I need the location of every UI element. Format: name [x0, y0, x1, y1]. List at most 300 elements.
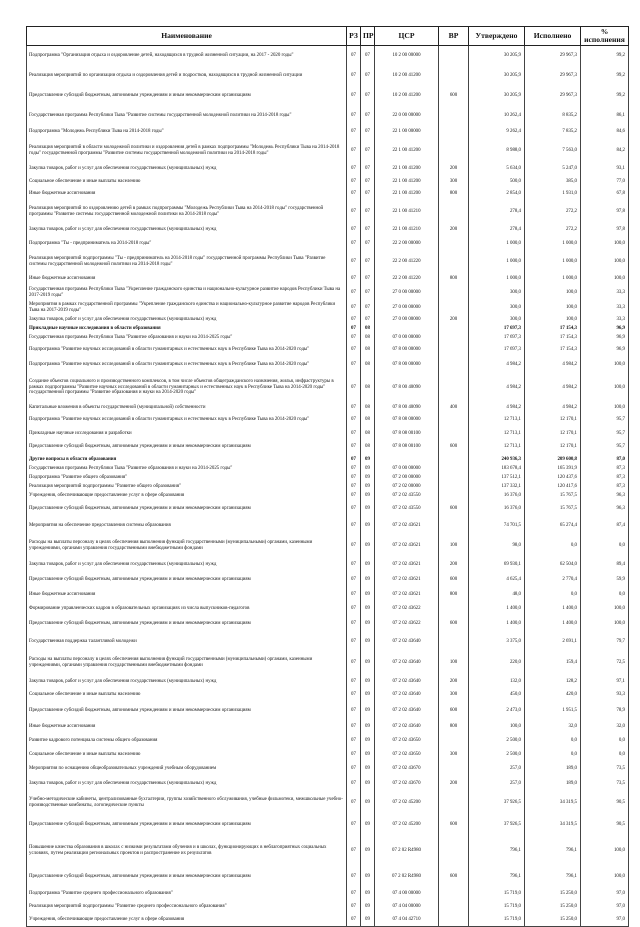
row-name-cell: Капитальные вложения в объекты государственной (муниципальной) собственности [27, 403, 347, 413]
row-pr-cell: 09 [361, 762, 375, 777]
row-vr-cell [439, 492, 469, 501]
row-pr-cell: 09 [361, 702, 375, 720]
row-pr-cell: 08 [361, 440, 375, 455]
row-executed-cell: 29 967,3 [525, 66, 581, 86]
row-rz-cell: 07 [347, 492, 361, 501]
row-pr-cell: 08 [361, 413, 375, 428]
table-row [27, 535, 629, 558]
row-name-cell: Реализация мероприятий по оздоровлению детей в рамках подпрограммы "Молодежь Республики Тыва на 2014-2018 годы" государственной программы "Развитие системы государственной молодежной политики на 2014-2018 годы" [27, 200, 347, 224]
row-executed-cell: 29 967,3 [525, 86, 581, 106]
row-pr-cell: 09 [361, 455, 375, 465]
row-pr-cell: 07 [361, 86, 375, 106]
row-name-cell: Иные бюджетные ассигнования [27, 273, 347, 286]
row-csr-cell: 07 2 02 43650 [375, 748, 439, 762]
row-approved-cell: 16 376,0 [469, 501, 525, 517]
row-percent-cell: 87,3 [581, 474, 629, 483]
row-percent-cell: 100,0 [581, 251, 629, 273]
row-csr-cell: 10 2 00 41200 [375, 66, 439, 86]
row-rz-cell: 07 [347, 836, 361, 866]
table-row [27, 273, 629, 286]
row-percent-cell: 0,0 [581, 535, 629, 558]
row-approved-cell: 100,0 [469, 720, 525, 735]
table-row [27, 777, 629, 791]
row-name-cell: Реализация мероприятий подпрограммы "Развитие среднего профессионального образования" [27, 901, 347, 914]
row-executed-cell: 15 250,0 [525, 901, 581, 914]
row-approved-cell: 183 678,4 [469, 465, 525, 474]
row-vr-cell [439, 762, 469, 777]
row-name-cell: Учреждения, обеспечивающие предоставление услуг в сфере образования [27, 914, 347, 927]
row-approved-cell: 300,0 [469, 301, 525, 316]
row-vr-cell [439, 334, 469, 343]
row-csr-cell: 22 2 00 00000 [375, 237, 439, 251]
table-row [27, 176, 629, 188]
row-executed-cell: 4 984,2 [525, 403, 581, 413]
row-csr-cell: 07 2 02 43621 [375, 558, 439, 572]
row-pr-cell: 07 [361, 163, 375, 176]
row-vr-cell [439, 301, 469, 316]
row-vr-cell [439, 602, 469, 616]
row-executed-cell: 272,2 [525, 200, 581, 224]
table-row [27, 66, 629, 86]
row-pr-cell: 08 [361, 343, 375, 358]
row-name-cell: Подпрограмма "Развитие научных исследований в области гуманитарных и естественных наук в Республике Тыва на 2014-2020 годы" [27, 413, 347, 428]
row-csr-cell: 07 8 00 40090 [375, 403, 439, 413]
row-pr-cell: 07 [361, 224, 375, 237]
row-rz-cell: 07 [347, 517, 361, 535]
row-vr-cell: 600 [439, 440, 469, 455]
row-vr-cell [439, 286, 469, 301]
row-rz-cell: 07 [347, 455, 361, 465]
row-vr-cell: 600 [439, 572, 469, 588]
row-percent-cell: 95,7 [581, 413, 629, 428]
row-vr-cell [439, 251, 469, 273]
row-name-cell: Создание объектов социального и производственного комплексов, в том числе объектов общегражданского назначения, жилья, инфраструктуры в рамках подпрограммы "Развитие научных исследований в области гуманитарных и естественных наук в Республике Тыва на 2014-2020 годы" государственной программы "Развитие образования и науки на 2014-2020 годы" [27, 373, 347, 403]
row-percent-cell: 0,0 [581, 748, 629, 762]
row-approved-cell: 17 697,3 [469, 325, 525, 334]
row-rz-cell: 07 [347, 465, 361, 474]
row-pr-cell: 08 [361, 334, 375, 343]
row-approved-cell: 16 376,0 [469, 492, 525, 501]
row-approved-cell: 300,0 [469, 316, 525, 325]
row-executed-cell: 29 967,3 [525, 46, 581, 66]
row-name-cell: Закупка товаров, работ и услуг для обеспечения государственных (муниципальных) нужд [27, 163, 347, 176]
table-row [27, 200, 629, 224]
row-percent-cell: 87,3 [581, 465, 629, 474]
row-pr-cell: 07 [361, 106, 375, 126]
row-name-cell: Подпрограмма "Развитие научных исследований в области гуманитарных и естественных наук в Республике Тыва на 2014-2020 годы" [27, 358, 347, 373]
row-approved-cell: 15 719,0 [469, 888, 525, 901]
row-pr-cell: 08 [361, 428, 375, 440]
table-row [27, 188, 629, 200]
row-approved-cell: 1 400,0 [469, 616, 525, 633]
row-rz-cell: 07 [347, 200, 361, 224]
row-percent-cell: 100,0 [581, 373, 629, 403]
row-name-cell: Подпрограмма "Развитие общего образования" [27, 474, 347, 483]
row-rz-cell: 07 [347, 501, 361, 517]
row-vr-cell [439, 373, 469, 403]
row-name-cell: Повышение качества образования в школах с низкими результатами обучения и в школах, функционирующих в неблагоприятных социальных условиях, путем реализации региональных проектов и распространение их результатов [27, 836, 347, 866]
table-row [27, 791, 629, 815]
row-pr-cell: 09 [361, 791, 375, 815]
row-percent-cell: 96,9 [581, 334, 629, 343]
row-vr-cell: 300 [439, 689, 469, 702]
row-percent-cell: 86,1 [581, 106, 629, 126]
row-csr-cell: 07 2 02 43550 [375, 501, 439, 517]
row-rz-cell: 07 [347, 66, 361, 86]
row-csr-cell: 07 4 00 00000 [375, 888, 439, 901]
row-pr-cell: 09 [361, 675, 375, 689]
row-rz-cell: 07 [347, 440, 361, 455]
row-percent-cell: 73,5 [581, 777, 629, 791]
row-pr-cell: 09 [361, 572, 375, 588]
table-row [27, 373, 629, 403]
row-percent-cell: 33,3 [581, 286, 629, 301]
row-rz-cell: 07 [347, 251, 361, 273]
row-executed-cell: 0,0 [525, 588, 581, 602]
row-rz-cell: 07 [347, 815, 361, 836]
row-rz-cell: 07 [347, 558, 361, 572]
row-percent-cell: 100,0 [581, 616, 629, 633]
header-vr: ВР [439, 27, 469, 46]
row-rz-cell: 07 [347, 791, 361, 815]
row-csr-cell: 22 1 00 41200 [375, 163, 439, 176]
row-percent-cell: 100,0 [581, 866, 629, 888]
row-rz-cell: 07 [347, 901, 361, 914]
row-rz-cell: 07 [347, 106, 361, 126]
row-pr-cell: 07 [361, 316, 375, 325]
table-row [27, 86, 629, 106]
table-row [27, 588, 629, 602]
row-pr-cell: 09 [361, 748, 375, 762]
budget-execution-sheet [26, 26, 628, 927]
row-vr-cell [439, 791, 469, 815]
row-percent-cell: 0,0 [581, 735, 629, 748]
row-csr-cell: 22 1 00 41200 [375, 139, 439, 163]
row-vr-cell [439, 200, 469, 224]
row-csr-cell: 07 2 02 43640 [375, 689, 439, 702]
row-csr-cell: 07 8 08 00000 [375, 413, 439, 428]
row-vr-cell [439, 888, 469, 901]
row-executed-cell: 0,0 [525, 735, 581, 748]
row-percent-cell: 97,0 [581, 901, 629, 914]
table-row [27, 286, 629, 301]
row-csr-cell: 07 2 02 43640 [375, 651, 439, 675]
row-executed-cell: 17 154,3 [525, 325, 581, 334]
table-row [27, 702, 629, 720]
header-name: Наименование [27, 27, 347, 46]
table-row [27, 558, 629, 572]
row-executed-cell: 165 391,9 [525, 465, 581, 474]
row-rz-cell: 07 [347, 651, 361, 675]
row-percent-cell: 59,9 [581, 572, 629, 588]
row-vr-cell [439, 914, 469, 927]
row-csr-cell: 07 2 02 43621 [375, 572, 439, 588]
row-percent-cell: 79,7 [581, 633, 629, 651]
row-name-cell: Учебно-методические кабинеты, централизованные бухгалтерии, группы хозяйственного обслуживания, учебные фильмотеки, межшкольные учебно-производственные комбинаты, логопедические пункты [27, 791, 347, 815]
row-csr-cell: 07 8 00 00000 [375, 343, 439, 358]
row-percent-cell: 96,3 [581, 492, 629, 501]
row-approved-cell: 1 400,0 [469, 602, 525, 616]
row-approved-cell: 15 719,0 [469, 901, 525, 914]
header-csr: ЦСР [375, 27, 439, 46]
row-percent-cell: 67,8 [581, 188, 629, 200]
row-vr-cell: 200 [439, 163, 469, 176]
row-name-cell: Мероприятия по оснащению общеобразовательных учреждений учебным оборудованием [27, 762, 347, 777]
row-vr-cell [439, 474, 469, 483]
table-row [27, 572, 629, 588]
row-name-cell: Подпрограмма "Молодежь Республики Тыва на 2014-2018 годы" [27, 126, 347, 139]
row-executed-cell: 34 319,5 [525, 815, 581, 836]
row-vr-cell: 200 [439, 224, 469, 237]
row-csr-cell: 07 2 02 43622 [375, 602, 439, 616]
row-csr-cell: 07 2 02 43670 [375, 777, 439, 791]
row-csr-cell: 07 2 02 43622 [375, 616, 439, 633]
row-pr-cell: 09 [361, 588, 375, 602]
row-percent-cell: 95,7 [581, 428, 629, 440]
table-row [27, 689, 629, 702]
row-percent-cell: 33,3 [581, 301, 629, 316]
row-csr-cell: 07 8 00 40090 [375, 373, 439, 403]
row-percent-cell: 33,3 [581, 316, 629, 325]
row-approved-cell: 3 375,0 [469, 633, 525, 651]
row-pr-cell: 09 [361, 602, 375, 616]
row-pr-cell: 09 [361, 888, 375, 901]
row-approved-cell: 98,0 [469, 535, 525, 558]
row-percent-cell: 87,0 [581, 455, 629, 465]
row-executed-cell: 1 000,0 [525, 237, 581, 251]
row-executed-cell: 159,4 [525, 651, 581, 675]
row-name-cell: Закупка товаров, работ и услуг для обеспечения государственных (муниципальных) нужд [27, 777, 347, 791]
row-approved-cell: 74 701,5 [469, 517, 525, 535]
row-rz-cell: 07 [347, 762, 361, 777]
row-executed-cell: 7 835,2 [525, 126, 581, 139]
row-approved-cell: 796,1 [469, 866, 525, 888]
row-csr-cell: 07 0 00 00000 [375, 334, 439, 343]
row-name-cell: Предоставление субсидий бюджетным, автономным учреждениям и иным некоммерческим организациям [27, 866, 347, 888]
row-vr-cell: 300 [439, 748, 469, 762]
row-csr-cell: 22 0 00 00000 [375, 106, 439, 126]
row-vr-cell [439, 343, 469, 358]
row-executed-cell: 209 600,8 [525, 455, 581, 465]
row-approved-cell: 4 984,2 [469, 403, 525, 413]
row-rz-cell: 07 [347, 126, 361, 139]
row-pr-cell: 09 [361, 689, 375, 702]
row-rz-cell: 07 [347, 588, 361, 602]
row-csr-cell: 22 1 00 41200 [375, 188, 439, 200]
row-pr-cell: 09 [361, 492, 375, 501]
row-approved-cell: 9 262,4 [469, 126, 525, 139]
row-pr-cell: 09 [361, 465, 375, 474]
table-row [27, 866, 629, 888]
row-rz-cell: 07 [347, 188, 361, 200]
row-csr-cell: 07 2 02 43621 [375, 588, 439, 602]
row-percent-cell: 100,0 [581, 237, 629, 251]
row-pr-cell: 09 [361, 633, 375, 651]
row-vr-cell [439, 633, 469, 651]
row-executed-cell: 0,0 [525, 535, 581, 558]
row-pr-cell: 09 [361, 901, 375, 914]
row-approved-cell: 500,0 [469, 176, 525, 188]
row-pr-cell: 07 [361, 126, 375, 139]
row-approved-cell: 4 984,2 [469, 373, 525, 403]
row-csr-cell: 27 0 00 00000 [375, 316, 439, 325]
row-name-cell: Государственная программа Республики Тыва "Развитие образования и науки на 2014-2025 годы" [27, 334, 347, 343]
row-pr-cell: 07 [361, 301, 375, 316]
row-vr-cell: 300 [439, 176, 469, 188]
row-vr-cell [439, 836, 469, 866]
row-rz-cell: 07 [347, 866, 361, 888]
row-pr-cell: 09 [361, 558, 375, 572]
row-pr-cell: 09 [361, 836, 375, 866]
row-approved-cell: 278,4 [469, 224, 525, 237]
row-name-cell: Предоставление субсидий бюджетным, автономным учреждениям и иным некоммерческим организациям [27, 501, 347, 517]
row-approved-cell: 4 625,4 [469, 572, 525, 588]
row-executed-cell: 7 563,0 [525, 139, 581, 163]
header-pr: ПР [361, 27, 375, 46]
row-rz-cell: 07 [347, 316, 361, 325]
row-approved-cell: 48,0 [469, 588, 525, 602]
row-csr-cell: 10 2 00 00000 [375, 46, 439, 66]
row-approved-cell: 137 512,1 [469, 474, 525, 483]
row-approved-cell: 2 500,0 [469, 735, 525, 748]
row-vr-cell [439, 139, 469, 163]
row-csr-cell: 07 2 02 43640 [375, 633, 439, 651]
table-row [27, 224, 629, 237]
row-csr-cell: 22 2 00 41220 [375, 251, 439, 273]
row-approved-cell: 450,0 [469, 689, 525, 702]
row-executed-cell: 1 400,0 [525, 602, 581, 616]
row-csr-cell: 07 2 02 43621 [375, 517, 439, 535]
row-csr-cell: 10 2 00 41200 [375, 86, 439, 106]
row-rz-cell: 07 [347, 176, 361, 188]
row-executed-cell: 1 400,0 [525, 616, 581, 633]
row-pr-cell: 08 [361, 325, 375, 334]
row-csr-cell: 22 1 00 00000 [375, 126, 439, 139]
row-name-cell: Расходы на выплаты персоналу в целях обеспечения выполнения функций государственными (муниципальными) органами, казенными учреждениями, органами управления государственными внебюджетными фондами [27, 535, 347, 558]
row-rz-cell: 07 [347, 273, 361, 286]
row-rz-cell: 07 [347, 474, 361, 483]
row-rz-cell: 07 [347, 616, 361, 633]
row-name-cell: Прикладные научные исследования и разработки [27, 428, 347, 440]
row-rz-cell: 07 [347, 428, 361, 440]
row-executed-cell: 2 770,4 [525, 572, 581, 588]
table-row [27, 762, 629, 777]
row-percent-cell: 87,4 [581, 517, 629, 535]
row-pr-cell: 09 [361, 866, 375, 888]
row-pr-cell: 09 [361, 535, 375, 558]
row-name-cell: Мероприятия на обеспечение предоставления системы образования [27, 517, 347, 535]
row-name-cell: Реализация мероприятий по организации отдыха и оздоровления детей и подростков, находящихся в трудной жизненной ситуации [27, 66, 347, 86]
row-name-cell: Иные бюджетные ассигнования [27, 588, 347, 602]
table-row [27, 474, 629, 483]
row-executed-cell: 8 835,2 [525, 106, 581, 126]
table-row [27, 501, 629, 517]
row-name-cell: Иные бюджетные ассигнования [27, 188, 347, 200]
table-row [27, 675, 629, 689]
row-pr-cell: 09 [361, 483, 375, 492]
row-csr-cell: 07 0 00 00000 [375, 465, 439, 474]
row-name-cell: Подпрограмма "Ты - предприниматель на 2014-2018 годы" [27, 237, 347, 251]
table-row [27, 440, 629, 455]
table-row [27, 343, 629, 358]
row-percent-cell: 100,0 [581, 836, 629, 866]
row-vr-cell [439, 325, 469, 334]
header-percent: % исполнения [581, 27, 629, 46]
table-row [27, 483, 629, 492]
row-rz-cell: 07 [347, 689, 361, 702]
row-csr-cell: 22 2 00 41220 [375, 273, 439, 286]
row-name-cell: Реализация мероприятий в области молодежной политики и оздоровления детей в рамках подпрограммы "Молодежь Республики Тыва на 2014-2018 годы" государственной программы "Развитие системы государственной молодежной политики на 2014-2018 годы" [27, 139, 347, 163]
table-row [27, 633, 629, 651]
table-row [27, 237, 629, 251]
row-pr-cell: 09 [361, 735, 375, 748]
row-rz-cell: 07 [347, 413, 361, 428]
row-executed-cell: 796,1 [525, 866, 581, 888]
row-name-cell: Предоставление субсидий бюджетным, автономным учреждениям и иным некоммерческим организациям [27, 86, 347, 106]
row-approved-cell: 5 634,0 [469, 163, 525, 176]
table-row [27, 126, 629, 139]
row-rz-cell: 07 [347, 163, 361, 176]
row-name-cell: Закупка товаров, работ и услуг для обеспечения государственных (муниципальных) нужд [27, 675, 347, 689]
row-executed-cell: 15 767,5 [525, 492, 581, 501]
header-executed: Исполнено [525, 27, 581, 46]
row-percent-cell: 95,7 [581, 440, 629, 455]
table-row [27, 106, 629, 126]
row-percent-cell: 99,2 [581, 66, 629, 86]
row-name-cell: Мероприятия в рамках государственной программы "Укрепление гражданского единства и национально-культурное развитие народов Республики Тыва на 2017-2019 годы" [27, 301, 347, 316]
row-vr-cell: 800 [439, 188, 469, 200]
table-row [27, 602, 629, 616]
row-approved-cell: 240 936,3 [469, 455, 525, 465]
row-pr-cell: 09 [361, 914, 375, 927]
row-vr-cell: 600 [439, 815, 469, 836]
row-name-cell: Формирование управленческих кадров в образовательных организациях из числа выпускников-педагогов [27, 602, 347, 616]
row-approved-cell: 17 697,3 [469, 334, 525, 343]
row-name-cell: Развитие кадрового потенциала системы общего образования [27, 735, 347, 748]
row-executed-cell: 272,2 [525, 224, 581, 237]
row-executed-cell: 5 247,0 [525, 163, 581, 176]
row-vr-cell: 800 [439, 720, 469, 735]
row-csr-cell: 07 8 08 00100 [375, 440, 439, 455]
row-rz-cell: 07 [347, 602, 361, 616]
row-percent-cell: 32,0 [581, 720, 629, 735]
row-executed-cell: 12 170,1 [525, 413, 581, 428]
row-percent-cell: 97,8 [581, 200, 629, 224]
row-percent-cell: 100,0 [581, 358, 629, 373]
header-rz: РЗ [347, 27, 361, 46]
header-approved: Утверждено [469, 27, 525, 46]
row-csr-cell: 27 0 00 00000 [375, 301, 439, 316]
row-rz-cell: 07 [347, 702, 361, 720]
row-executed-cell: 385,0 [525, 176, 581, 188]
row-percent-cell: 84,6 [581, 126, 629, 139]
row-csr-cell: 22 1 00 41200 [375, 176, 439, 188]
row-pr-cell: 07 [361, 237, 375, 251]
row-name-cell: Предоставление субсидий бюджетным, автономным учреждениям и иным некоммерческим организациям [27, 815, 347, 836]
row-vr-cell [439, 358, 469, 373]
row-name-cell: Социальное обеспечение и иные выплаты населению [27, 176, 347, 188]
row-rz-cell: 07 [347, 358, 361, 373]
row-executed-cell: 15 250,0 [525, 888, 581, 901]
row-csr-cell: 07 2 02 43621 [375, 535, 439, 558]
table-row [27, 888, 629, 901]
row-vr-cell: 200 [439, 558, 469, 572]
row-rz-cell: 07 [347, 86, 361, 106]
row-name-cell: Прикладные научные исследования в области образования [27, 325, 347, 334]
row-rz-cell: 07 [347, 675, 361, 689]
table-row [27, 735, 629, 748]
row-vr-cell [439, 735, 469, 748]
